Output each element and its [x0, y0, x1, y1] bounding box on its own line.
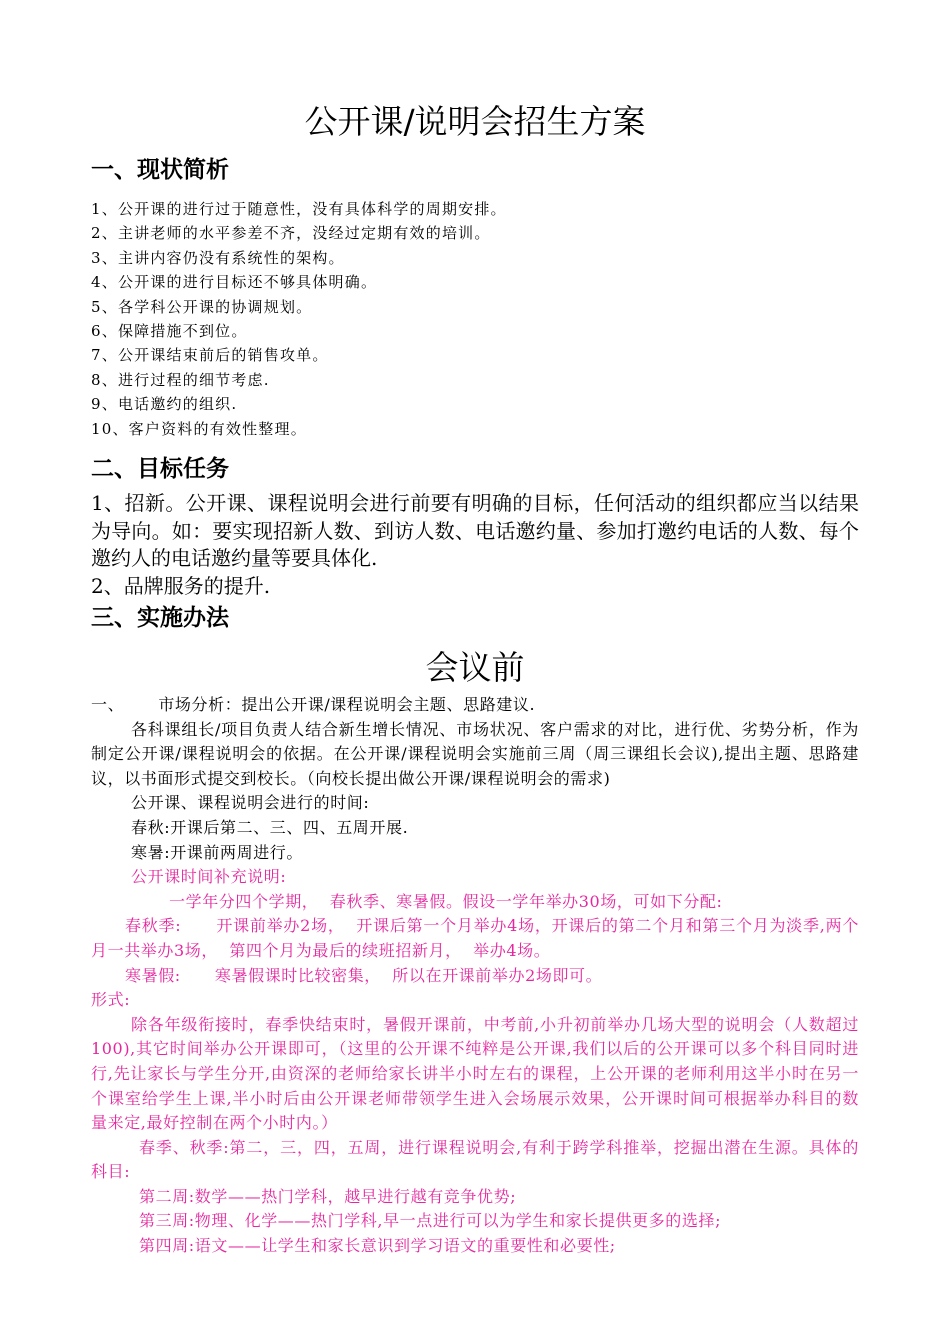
market-analysis-line: 一、 市场分析：提出公开课/课程说明会主题、思路建议. — [91, 695, 536, 714]
before-meeting-body — [91, 693, 859, 1259]
supplement-title: 公开课时间补充说明: — [131, 867, 287, 887]
form-label: 形式: — [91, 990, 131, 1010]
status-list — [91, 197, 507, 441]
form-paragraph: 除各年级衔接时，春季快结束时，暑假开课前，中考前,小升初前举办几场大型的说明会（人数超过100),其它时间举办公开课即可，（这里的公开课不纯粹是公开课,我们以后的公开课可以多个科目同时进行,先让家长与学生分开,由资深的老师给家长讲半小时左右的课程，上公开课的老师利用这半小时在另一个课室给学生上课,半小时后由公开课老师带领学生进入会场展示效果，公开课时间可根据举办科目的数量来定,最好控制在两个小时内。） — [91, 1014, 859, 1133]
list-item: 1、公开课的进行过于随意性，没有具体科学的周期安排。 — [91, 200, 507, 218]
spring-autumn-time: 春秋:开课后第二、三、四、五周开展. — [131, 817, 409, 837]
list-item: 2、主讲老师的水平参差不齐，没经过定期有效的培训。 — [91, 224, 491, 243]
list-item: 9、电话邀约的组织. — [91, 395, 238, 414]
section-heading-methods: 三、实施办法 — [91, 605, 229, 631]
week-4-item: 第四周:语文——让学生和家长意识到学习语文的重要性和必要性; — [139, 1236, 616, 1256]
goal-paragraph-brand: 2、品牌服务的提升. — [91, 573, 271, 598]
winter-summer-time: 寒暑:开课前两周进行。 — [131, 842, 303, 862]
section-heading-status: 一、现状简析 — [91, 157, 229, 183]
list-item: 5、各学科公开课的协调规划。 — [91, 297, 313, 316]
list-item: 10、客户资料的有效性整理。 — [91, 419, 307, 438]
list-item: 3、主讲内容仍没有系统性的架构。 — [91, 248, 345, 267]
market-analysis-paragraph: 各科课组长/项目负责人结合新生增长情况、市场状况、客户需求的对比，进行优、劣势分析，作为制定公开课/课程说明会的依据。在公开课/课程说明会实施前三周（周三课组长会议),提出主题、思路建议，以书面形式提交到校长。（向校长提出做公开课/课程说明会的需求) — [91, 719, 859, 788]
list-item: 6、保障措施不到位。 — [91, 321, 248, 340]
list-item: 8、进行过程的细节考虑. — [91, 370, 270, 389]
document-title: 公开课/说明会招生方案 — [304, 102, 646, 141]
goal-paragraph-recruit: 1、招新。公开课、课程说明会进行前要有明确的目标，任何活动的组织都应当以结果为导向。如：要实现招新人数、到访人数、电话邀约量、参加打邀约电话的人数、每个邀约人的电话邀约量等要具体化. — [91, 491, 859, 570]
before-meeting-heading: 会议前 — [425, 648, 525, 687]
week-3-item: 第三周:物理、化学——热门学科,早一点进行可以为学生和家长提供更多的选择; — [139, 1211, 722, 1231]
spring-autumn-paragraph: 春季、秋季:第二，三，四，五周，进行课程说明会,有利于跨学科推举，挖掘出潜在生源。具体的科目: — [91, 1137, 859, 1182]
time-label: 公开课、课程说明会进行的时间: — [131, 793, 370, 813]
list-item: 7、公开课结束前后的销售攻单。 — [91, 346, 329, 365]
supplement-line-1: 一学年分四个学期， 春秋季、寒暑假。假设一学年举办30场，可如下分配: — [169, 891, 723, 911]
section-heading-goals: 二、目标任务 — [91, 456, 229, 482]
supplement-line-3: 寒暑假: 寒暑假课时比较密集， 所以在开课前举办2场即可。 — [125, 965, 603, 985]
list-item: 4、公开课的进行目标还不够具体明确。 — [91, 273, 378, 292]
goals-block — [91, 490, 859, 600]
supplement-line-2: 春秋季: 开课前举办2场， 开课后第一个月举办4场，开课后的第二个月和第三个月为淡季,两个月一共举办3场， 第四个月为最后的续班招新月， 举办4场。 — [91, 916, 859, 960]
week-2-item: 第二周:数学——热门学科，越早进行越有竞争优势; — [139, 1186, 517, 1206]
